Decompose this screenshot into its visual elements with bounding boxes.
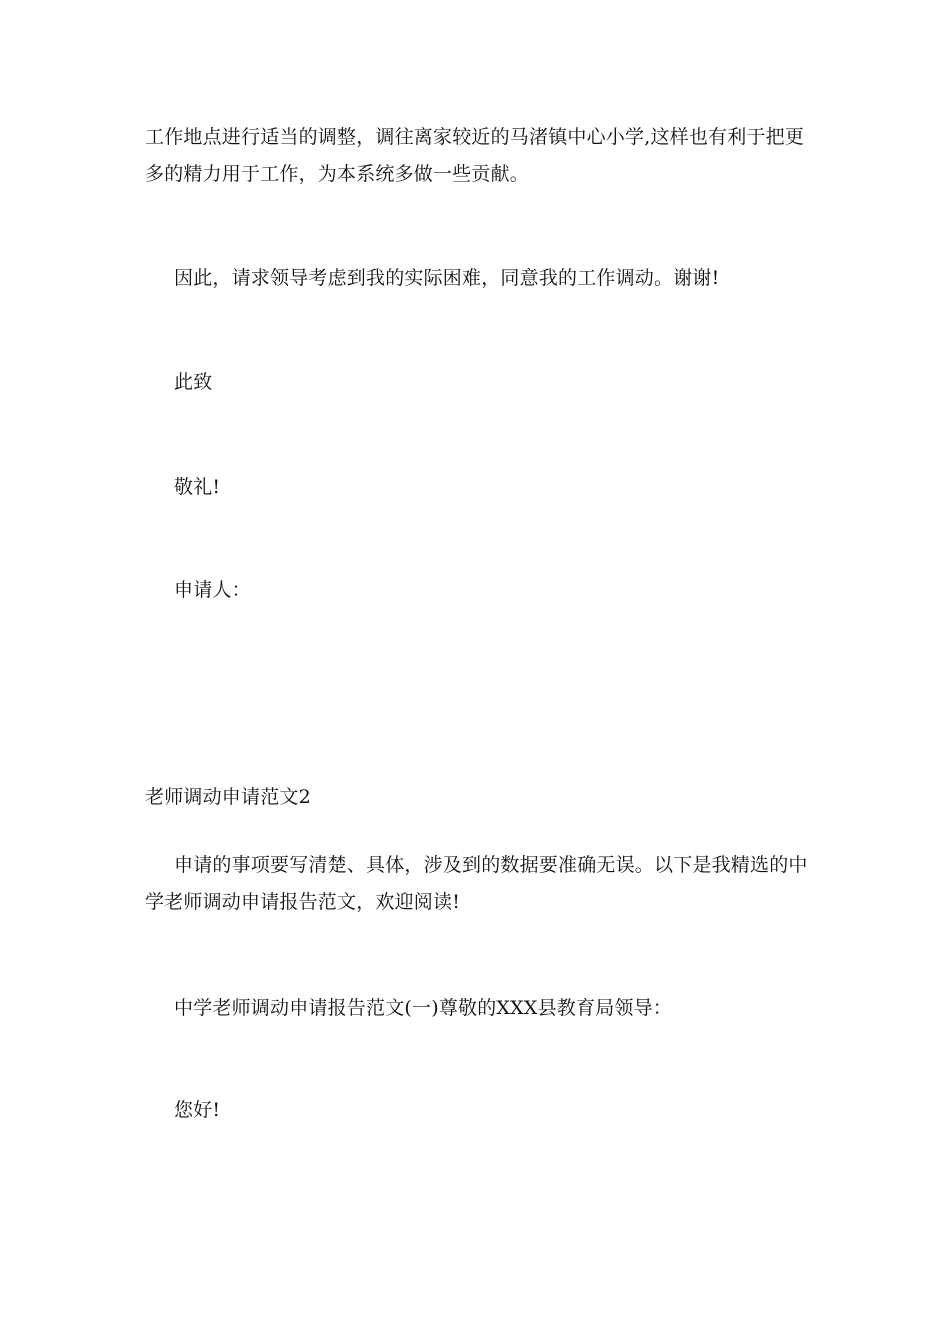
applicant-label: 申请人： <box>174 579 251 601</box>
closing-respect: 敬礼! <box>174 476 221 498</box>
body-text-line: 多的精力用于工作，为本系统多做一些贡献。 <box>145 163 530 185</box>
intro-text-line: 申请的事项要写清楚、具体，涉及到的数据要准确无误。以下是我精选的中 <box>174 854 808 876</box>
closing-salutation: 此致 <box>174 371 213 393</box>
request-paragraph: 因此，请求领导考虑到我的实际困难，同意我的工作调动。谢谢! <box>174 267 720 289</box>
intro-text-line: 学老师调动申请报告范文，欢迎阅读! <box>145 891 461 913</box>
body-text-line: 工作地点进行适当的调整，调往离家较近的马渚镇中心小学,这样也有利于把更 <box>145 126 805 148</box>
sample-heading: 中学老师调动申请报告范文(一)尊敬的XXX县教育局领导： <box>174 997 673 1019</box>
greeting: 您好! <box>174 1099 221 1121</box>
section-title: 老师调动申请范文2 <box>145 786 311 808</box>
